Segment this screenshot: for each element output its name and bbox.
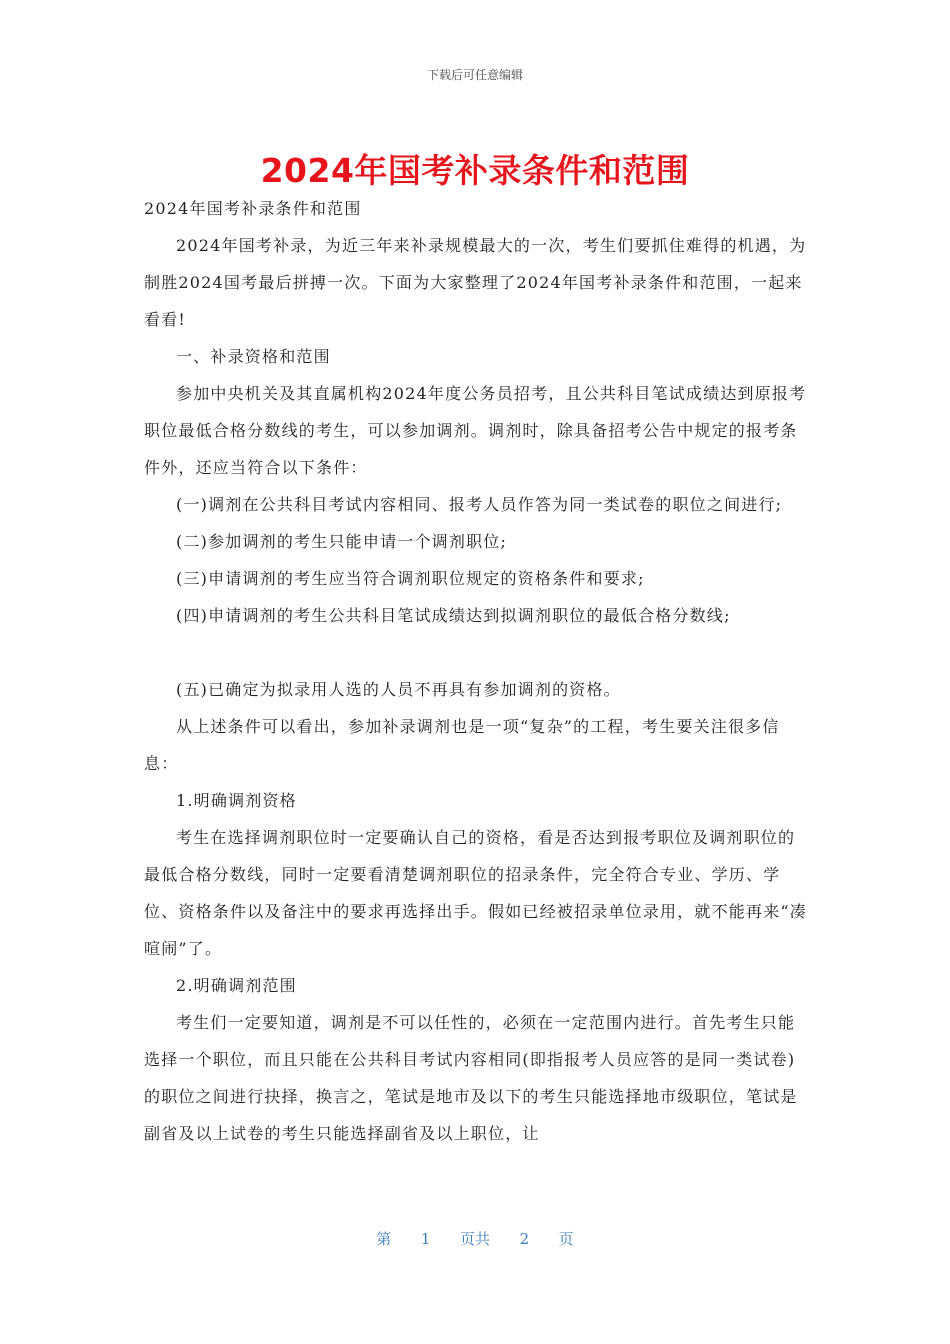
condition-item-3: (三)申请调剂的考生应当符合调剂职位规定的资格条件和要求; <box>176 569 645 588</box>
paragraph-eligibility: 参加中央机关及其直属机构2024年度公务员招考，且公共科目笔试成绩达到原报考职位最低合格分数线的考生，可以参加调剂。调剂时，除具备招考公告中规定的报考条件外，还应当符合以下条件： <box>144 384 807 477</box>
footer-page-mid: 页共 <box>459 1230 490 1248</box>
page-footer <box>0 1228 950 1249</box>
paragraph-subtitle: 2024年国考补录条件和范围 <box>144 199 362 218</box>
subheading-2: 2.明确调剂范围 <box>176 976 297 995</box>
subheading-1: 1.明确调剂资格 <box>176 791 297 810</box>
condition-item-4: (四)申请调剂的考生公共科目笔试成绩达到拟调剂职位的最低合格分数线; <box>176 606 731 625</box>
footer-page-suffix: 页 <box>558 1230 574 1248</box>
document-title: 2024年国考补录条件和范围 <box>260 151 690 190</box>
footer-page-total: 2 <box>519 1230 530 1248</box>
header-note: 下载后可任意编辑 <box>426 68 523 82</box>
footer-page-prefix: 第 <box>376 1230 392 1248</box>
condition-item-5: (五)已确定为拟录用人选的人员不再具有参加调剂的资格。 <box>176 680 621 699</box>
blank-line <box>144 634 808 671</box>
condition-item-2: (二)参加调剂的考生只能申请一个调剂职位; <box>176 532 508 551</box>
paragraph-intro: 2024年国考补录，为近三年来补录规模最大的一次，考生们要抓住难得的机遇，为制胜2024国考最后拼搏一次。下面为大家整理了2024年国考补录条件和范围，一起来看看! <box>144 236 807 329</box>
footer-page-current: 1 <box>420 1230 431 1248</box>
paragraph-summary: 从上述条件可以看出，参加补录调剂也是一项“复杂”的工程，考生要关注很多信息： <box>144 717 780 773</box>
condition-item-1: (一)调剂在公共科目考试内容相同、报考人员作答为同一类试卷的职位之间进行; <box>176 495 783 514</box>
document-body <box>144 190 808 1152</box>
section-heading-1: 一、补录资格和范围 <box>176 347 331 366</box>
paragraph-scope: 考生们一定要知道，调剂是不可以任性的，必须在一定范围内进行。首先考生只能选择一个职位，而且只能在公共科目考试内容相同(即指报考人员应答的是同一类试卷)的职位之间进行抉择，换言之，笔试是地市及以下的考生只能选择地市级职位，笔试是副省及以上试卷的考生只能选择副省及以上职位，让 <box>144 1013 798 1143</box>
paragraph-qualification: 考生在选择调剂职位时一定要确认自己的资格，看是否达到报考职位及调剂职位的最低合格分数线，同时一定要看清楚调剂职位的招录条件，完全符合专业、学历、学位、资格条件以及备注中的要求再选择出手。假如已经被招录单位录用，就不能再来“凑喧闹”了。 <box>144 828 807 958</box>
